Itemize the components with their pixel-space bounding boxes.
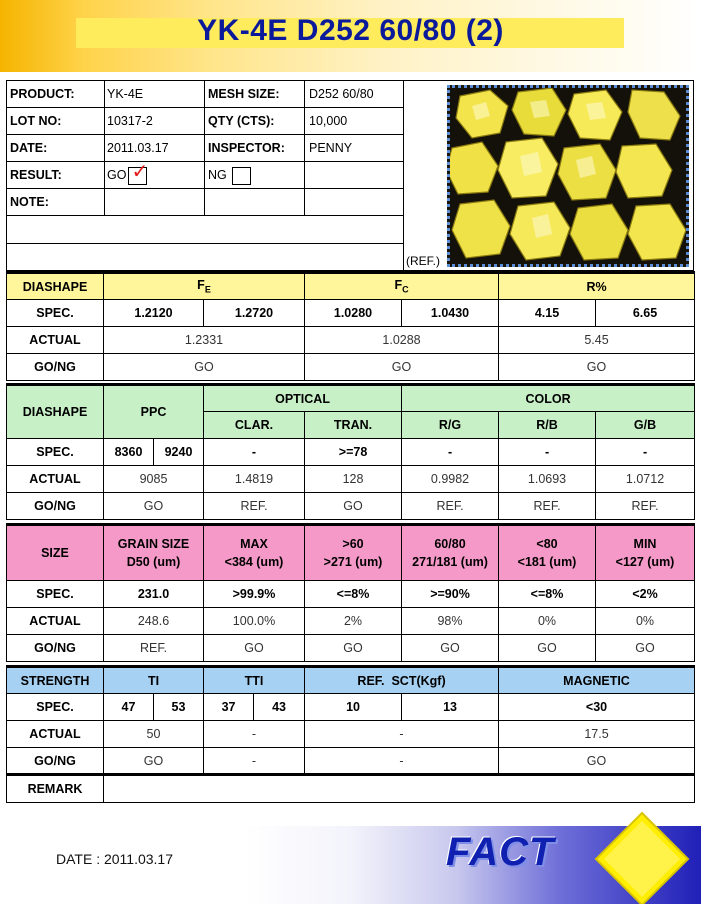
actual-label: ACTUAL: [7, 608, 104, 635]
gong-label: GO/NG: [7, 635, 104, 662]
fe-header: [104, 273, 305, 300]
ti-header: TI: [104, 667, 204, 694]
table-cell: 1.0288: [305, 327, 499, 354]
spec-label: SPEC.: [7, 581, 104, 608]
ng-option: [208, 162, 251, 188]
table-cell: 8360: [104, 439, 154, 466]
table-cell: GO: [499, 354, 695, 381]
table-cell: -: [204, 439, 305, 466]
table-cell: 1.0280: [305, 300, 402, 327]
table-cell: -: [305, 748, 499, 775]
diashape-header: DIASHAPE: [7, 273, 104, 300]
crystals-image-icon: [450, 88, 686, 264]
table-cell: 37: [204, 694, 254, 721]
table-cell: >=78: [305, 439, 402, 466]
table-cell: 9085: [104, 466, 204, 493]
info-row-product: [7, 81, 404, 108]
table-cell: 53: [154, 694, 204, 721]
table-cell: 47: [104, 694, 154, 721]
mesh-value: D252 60/80: [309, 87, 374, 101]
table-cell: 10: [305, 694, 402, 721]
diashape-table-1: [6, 271, 695, 381]
min-header: MIN <127 (um): [596, 525, 695, 581]
sct-header: REF. SCT(Kgf): [305, 667, 499, 694]
table-cell: 5.45: [499, 327, 695, 354]
actual-label: ACTUAL: [7, 721, 104, 748]
remark-field[interactable]: [104, 775, 695, 803]
table-row: [7, 635, 695, 662]
table-cell: <=8%: [305, 581, 402, 608]
table-cell: 1.2120: [104, 300, 204, 327]
table-cell: GO: [104, 748, 204, 775]
strength-header: STRENGTH: [7, 667, 104, 694]
table-cell: -: [204, 748, 305, 775]
table-row: [7, 327, 695, 354]
table-row: [7, 273, 695, 300]
info-row-note: [7, 189, 404, 216]
go-label: GO: [107, 168, 127, 182]
table-cell: <30: [499, 694, 695, 721]
diamond-crystal-photo: [447, 85, 689, 267]
mesh-label: MESH SIZE:: [208, 87, 280, 101]
fc-subscript: C: [402, 284, 409, 295]
fc-letter: F: [394, 278, 403, 293]
strength-table: [6, 665, 695, 803]
table-row: [7, 300, 695, 327]
table-row: [7, 748, 695, 775]
table-cell: REF.: [104, 635, 204, 662]
tran-header: TRAN.: [305, 412, 402, 439]
ng-checkbox[interactable]: [232, 167, 251, 185]
spec-label: SPEC.: [7, 300, 104, 327]
table-cell: 1.2331: [104, 327, 305, 354]
table-cell: 0.9982: [402, 466, 499, 493]
table-cell: -: [402, 439, 499, 466]
fe-letter: F: [197, 278, 205, 293]
table-cell: 0%: [596, 608, 695, 635]
table-cell: 248.6: [104, 608, 204, 635]
table-row: [7, 694, 695, 721]
table-cell: 0%: [499, 608, 596, 635]
date-label: DATE:: [10, 141, 48, 155]
product-label: PRODUCT:: [10, 87, 75, 101]
table-cell: GO: [305, 493, 402, 520]
table-cell: -: [204, 721, 305, 748]
note-label: NOTE:: [10, 195, 49, 209]
table-cell: 1.0430: [402, 300, 499, 327]
inspector-value: PENNY: [309, 141, 353, 155]
table-cell: 50: [104, 721, 204, 748]
photo-area: [403, 80, 694, 271]
table-cell: 231.0: [104, 581, 204, 608]
actual-label: ACTUAL: [7, 466, 104, 493]
table-row: [7, 354, 695, 381]
table-row: [7, 439, 695, 466]
table-cell: GO: [402, 635, 499, 662]
table-cell: GO: [204, 635, 305, 662]
checkmark-icon: ✓: [131, 158, 149, 183]
qty-value: 10,000: [309, 114, 348, 128]
table-row: [7, 667, 695, 694]
gb-header: G/B: [596, 412, 695, 439]
optical-header: OPTICAL: [204, 385, 402, 412]
table-cell: 2%: [305, 608, 402, 635]
table-cell: GO: [596, 635, 695, 662]
ppc-header: PPC: [104, 385, 204, 439]
table-row: [7, 721, 695, 748]
table-cell: <2%: [596, 581, 695, 608]
max-header: MAX <384 (um): [204, 525, 305, 581]
table-cell: GO: [499, 635, 596, 662]
table-cell: GO: [499, 748, 695, 775]
gong-label: GO/NG: [7, 748, 104, 775]
table-cell: 13: [402, 694, 499, 721]
info-row-result: [7, 158, 404, 189]
product-value: YK-4E: [107, 87, 144, 101]
date-value: 2011.03.17: [107, 141, 169, 155]
table-cell: REF.: [402, 493, 499, 520]
photo-caption: (REF.): [406, 254, 440, 268]
remark-label: REMARK: [7, 775, 104, 803]
tti-header: TTI: [204, 667, 305, 694]
color-header: COLOR: [402, 385, 695, 412]
gong-label: GO/NG: [7, 354, 104, 381]
table-cell: REF.: [596, 493, 695, 520]
size-header: SIZE: [7, 525, 104, 581]
gong-label: GO/NG: [7, 493, 104, 520]
fact-logo: FACT: [446, 830, 555, 874]
table-cell: 98%: [402, 608, 499, 635]
table-cell: 1.0712: [596, 466, 695, 493]
spec-label: SPEC.: [7, 694, 104, 721]
table-cell: -: [596, 439, 695, 466]
table-cell: 1.4819: [204, 466, 305, 493]
table-row: [7, 525, 695, 581]
table-row: [7, 466, 695, 493]
size-table: [6, 523, 695, 662]
inspection-sheet: [6, 80, 694, 808]
diashape-header: DIASHAPE: [7, 385, 104, 439]
lot-value: 10317-2: [107, 114, 153, 128]
table-cell: 43: [254, 694, 305, 721]
clar-header: CLAR.: [204, 412, 305, 439]
inspector-label: INSPECTOR:: [208, 141, 285, 155]
table-cell: -: [305, 721, 499, 748]
table-cell: 9240: [154, 439, 204, 466]
table-cell: GO: [104, 354, 305, 381]
table-cell: GO: [305, 354, 499, 381]
table-cell: 128: [305, 466, 402, 493]
table-cell: 6.65: [596, 300, 695, 327]
table-cell: >99.9%: [204, 581, 305, 608]
rb-header: R/B: [499, 412, 596, 439]
table-cell: GO: [305, 635, 402, 662]
fe-subscript: E: [204, 284, 211, 295]
table-cell: 1.2720: [204, 300, 305, 327]
info-block: [6, 80, 403, 271]
under80-header: <80 <181 (um): [499, 525, 596, 581]
table-cell: GO: [104, 493, 204, 520]
lot-label: LOT NO:: [10, 114, 62, 128]
table-cell: >=90%: [402, 581, 499, 608]
actual-label: ACTUAL: [7, 327, 104, 354]
rg-header: R/G: [402, 412, 499, 439]
table-cell: 1.0693: [499, 466, 596, 493]
yellow-diamond-icon: [594, 811, 690, 904]
fc-header: [305, 273, 499, 300]
spec-label: SPEC.: [7, 439, 104, 466]
over60-header: >60 >271 (um): [305, 525, 402, 581]
table-cell: REF.: [204, 493, 305, 520]
footer-date: DATE : 2011.03.17: [56, 851, 173, 867]
magnetic-header: MAGNETIC: [499, 667, 695, 694]
table-cell: REF.: [499, 493, 596, 520]
table-cell: 100.0%: [204, 608, 305, 635]
note-line: [7, 216, 404, 244]
r-header: R%: [499, 273, 695, 300]
go-checkbox[interactable]: [128, 158, 149, 185]
info-row-lot: [7, 108, 404, 135]
table-row: [7, 581, 695, 608]
table-row: [7, 493, 695, 520]
table-row: [7, 385, 695, 412]
page-title: YK-4E D252 60/80 (2): [197, 14, 504, 47]
6080-header: 60/80 271/181 (um): [402, 525, 499, 581]
qty-label: QTY (CTS):: [208, 114, 275, 128]
result-label: RESULT:: [10, 168, 62, 182]
table-row: [7, 775, 695, 803]
ng-label: NG: [208, 168, 227, 182]
table-cell: -: [499, 439, 596, 466]
table-row: [7, 608, 695, 635]
go-option: [107, 158, 149, 188]
table-cell: 4.15: [499, 300, 596, 327]
diashape-table-2: [6, 383, 695, 520]
table-cell: 17.5: [499, 721, 695, 748]
table-cell: <=8%: [499, 581, 596, 608]
info-row-date: [7, 135, 404, 162]
grain-size-header: GRAIN SIZE D50 (um): [104, 525, 204, 581]
